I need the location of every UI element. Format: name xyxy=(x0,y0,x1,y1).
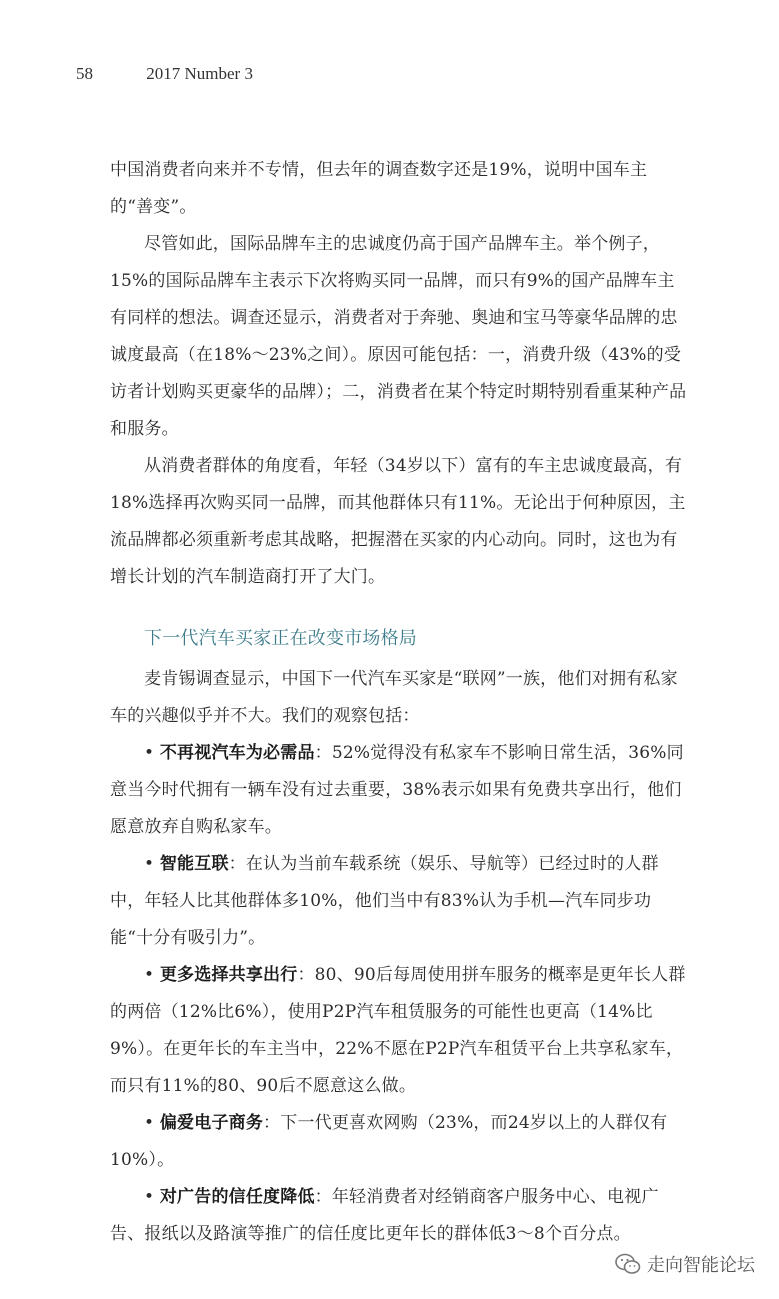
bullet-item xyxy=(110,1105,690,1179)
page-header xyxy=(76,64,253,84)
bullet-text: ：52%觉得没有私家车不影响日常生活，36%同意当今时代拥有一辆车没有过去重要，38%表示如果有免费共享出行，他们愿意放弃自购私家车。 xyxy=(110,743,684,837)
bullet-text: ：在认为当前车载系统（娱乐、导航等）已经过时的人群中，年轻人比其他群体多10%，他们当中有83%认为手机—汽车同步功能“十分有吸引力”。 xyxy=(110,854,659,948)
wechat-icon xyxy=(615,1253,641,1275)
bullet-marker: • xyxy=(144,1113,155,1133)
section-intro: 麦肯锡调查显示，中国下一代汽车买家是“联网”一族，他们对拥有私家车的兴趣似乎并不大。我们的观察包括： xyxy=(110,669,678,726)
paragraph: 尽管如此，国际品牌车主的忠诚度仍高于国产品牌车主。举个例子，15%的国际品牌车主表示下次将购买同一品牌，而只有9%的国产品牌车主有同样的想法。调查还显示，消费者对于奔驰、奥迪和宝马等豪华品牌的忠诚度最高（在18%～23%之间）。原因可能包括：一，消费升级（43%的受访者计划购买更豪华的品牌）；二，消费者在某个特定时期特别看重某种产品和服务。 xyxy=(110,234,687,439)
bullet-term: 对广告的信任度降低 xyxy=(159,1187,315,1207)
bullet-item xyxy=(110,957,690,1105)
watermark-text: 走向智能论坛 xyxy=(647,1255,755,1276)
watermark xyxy=(615,1251,755,1277)
bullet-term: 不再视汽车为必需品 xyxy=(159,743,315,763)
bullet-item xyxy=(110,735,690,846)
bullet-term: 更多选择共享出行 xyxy=(159,965,298,985)
bullet-item xyxy=(110,1179,690,1253)
paragraph: 从消费者群体的角度看，年轻（34岁以下）富有的车主忠诚度最高，有18%选择再次购买同一品牌，而其他群体只有11%。无论出于何种原因，主流品牌都必须重新考虑其战略，把握潜在买家的内心动向。同时，这也为有增长计划的汽车制造商打开了大门。 xyxy=(110,456,686,587)
journal-issue: 2017 Number 3 xyxy=(146,64,253,83)
bullet-text: ：80、90后每周使用拼车服务的概率是更年长人群的两倍（12%比6%），使用P2P汽车租赁服务的可能性也更高（14%比9%）。在更年长的车主当中，22%不愿在P2P汽车租赁平台上共享私家车，而只有11%的80、90后不愿意这么做。 xyxy=(110,965,686,1096)
page-number: 58 xyxy=(76,64,93,83)
bullet-text: ：下一代更喜欢网购（23%，而24岁以上的人群仅有10%）。 xyxy=(110,1113,668,1170)
paragraph: 中国消费者向来并不专情，但去年的调查数字还是19%，说明中国车主的“善变”。 xyxy=(110,160,648,217)
bullet-text: ：年轻消费者对经销商客户服务中心、电视广告、报纸以及路演等推广的信任度比更年长的群体低3～8个百分点。 xyxy=(110,1187,659,1244)
bullet-marker: • xyxy=(144,854,155,874)
bullet-marker: • xyxy=(144,743,155,763)
section-heading: 下一代汽车买家正在改变市场格局 xyxy=(144,628,417,649)
bullet-marker: • xyxy=(144,1187,155,1207)
bullet-marker: • xyxy=(144,965,155,985)
article-body xyxy=(110,152,690,1253)
bullet-term: 偏爱电子商务 xyxy=(159,1113,264,1133)
bullet-term: 智能互联 xyxy=(159,854,229,874)
bullet-item xyxy=(110,846,690,957)
